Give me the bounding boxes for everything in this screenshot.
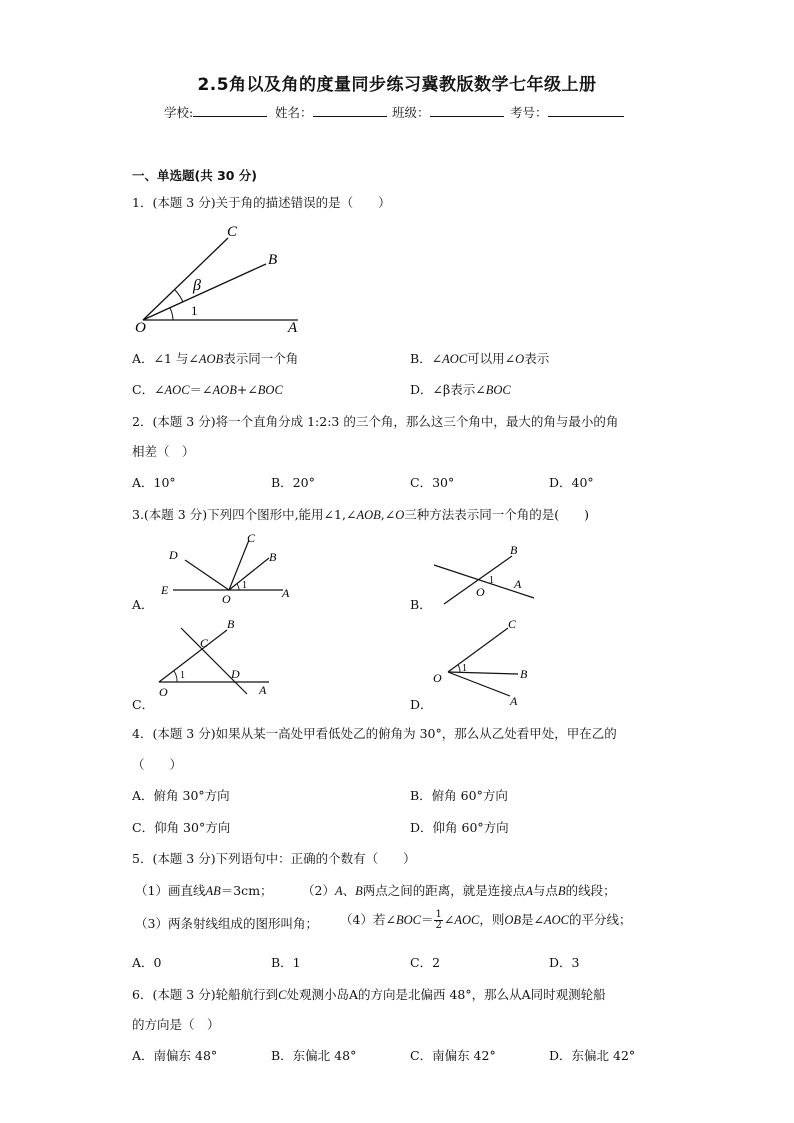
- q1-option-b[interactable]: [410, 349, 549, 367]
- label-1: 1: [180, 670, 185, 681]
- question-6-stem-line2: 的方向是（ ）: [132, 1017, 220, 1032]
- label-O: O: [476, 585, 485, 599]
- label-O: O: [222, 592, 231, 606]
- q1-option-b-suffix: 表示: [524, 351, 550, 366]
- q5-s4-suffix: 的平分线；: [568, 912, 632, 927]
- label-C: C: [508, 617, 517, 631]
- q4-option-b[interactable]: B．俯角 60°方向: [410, 788, 508, 803]
- q5-s1-suffix: ＝3cm；: [220, 883, 273, 898]
- label-B: B: [268, 252, 278, 268]
- q5-s4-var4: AOC: [543, 913, 569, 927]
- number-field[interactable]: [510, 103, 624, 121]
- q4-option-d[interactable]: D．仰角 60°方向: [410, 820, 509, 835]
- q5-statement-3: （3）两条射线组成的图形叫角；: [135, 916, 318, 931]
- name-field[interactable]: [275, 103, 387, 121]
- q4-option-c[interactable]: C．仰角 30°方向: [132, 820, 231, 835]
- q3-stem-var1: AOB: [356, 508, 381, 522]
- angle-1-arc: [174, 671, 177, 682]
- question-6-stem-line1: [132, 985, 606, 1003]
- angle-beta-arc: [175, 290, 183, 302]
- q5-s4-var3: OB: [504, 913, 521, 927]
- q5-s4-var2: AOC: [454, 913, 480, 927]
- q5-s2-mid3: 与点: [532, 883, 558, 898]
- line-CD: [181, 628, 247, 694]
- q5-s4-frac-numerator: 1: [435, 909, 442, 920]
- q3-option-b-letter[interactable]: B．: [410, 597, 432, 612]
- q3-stem-mid: ,∠: [380, 507, 396, 522]
- q5-statement-2: [302, 881, 616, 899]
- q1-option-b-mid: 可以用∠: [467, 351, 516, 366]
- question-2-stem-line1: 2．(本题 3 分)将一个直角分成 1:2:3 的三个角，那么这三个角中，最大的角与最小的角: [132, 414, 619, 429]
- q3-figure-a[interactable]: [155, 528, 305, 608]
- q5-s4-var1: BOC: [395, 913, 421, 927]
- label-C: C: [247, 531, 256, 545]
- label-O: O: [159, 685, 168, 699]
- label-1: 1: [462, 663, 467, 674]
- school-field[interactable]: [164, 103, 267, 121]
- school-label: 学校:: [164, 105, 194, 120]
- q5-s2-var4: B: [557, 884, 566, 898]
- q5-s2-mid2: 两点之间的距离，就是连接点: [362, 883, 526, 898]
- ray-OC: [143, 238, 228, 320]
- label-D: D: [169, 548, 178, 562]
- q1-option-c-plus: +∠: [236, 382, 258, 397]
- q5-s2-var2: B: [355, 884, 363, 898]
- q3-stem-prefix: 3.(本题 3 分)下列四个图形中,能用∠1,∠: [132, 507, 357, 522]
- q2-option-a[interactable]: A．10°: [132, 475, 176, 490]
- q5-s4-mid2: 是∠: [521, 912, 544, 927]
- q5-option-b[interactable]: B．1: [271, 955, 301, 970]
- q3-stem-suffix: 三种方法表示同一个角的是( ): [404, 507, 589, 522]
- name-label: 姓名：: [275, 105, 313, 120]
- label-A: A: [510, 694, 518, 708]
- ray-OD: [185, 560, 229, 590]
- q3-stem-var2: O: [395, 508, 405, 522]
- angle-1-arc: [170, 308, 173, 320]
- q5-s4-prefix: （4）若∠: [340, 912, 396, 927]
- q4-option-a[interactable]: A．俯角 30°方向: [132, 788, 230, 803]
- q6-option-b[interactable]: B．东偏北 48°: [271, 1048, 357, 1063]
- label-B: B: [227, 617, 235, 631]
- angle-1-arc: [237, 584, 239, 590]
- ray-OB: [143, 264, 266, 320]
- label-E: E: [161, 583, 169, 597]
- angle-1-arc: [458, 665, 460, 672]
- question-3-stem: [132, 505, 589, 523]
- section-heading: 一、单选题(共 30 分): [132, 168, 258, 183]
- q5-s1-var: AB: [205, 884, 221, 898]
- name-blank[interactable]: [313, 104, 387, 117]
- q2-option-d[interactable]: D．40°: [549, 475, 594, 490]
- ray-OC: [448, 628, 508, 672]
- q3-figure-d[interactable]: [430, 612, 540, 710]
- q5-statement-1: [135, 881, 273, 899]
- q2-option-c[interactable]: C．30°: [410, 475, 455, 490]
- q5-option-c[interactable]: C．2: [410, 955, 441, 970]
- q3-option-d-letter[interactable]: D．: [410, 697, 433, 712]
- class-field[interactable]: [392, 103, 504, 121]
- number-blank[interactable]: [548, 104, 624, 117]
- q5-s2-prefix: （2）: [302, 883, 335, 898]
- q6-option-a[interactable]: A．南偏东 48°: [132, 1048, 218, 1063]
- q3-option-a-letter[interactable]: A．: [132, 597, 154, 612]
- q1-option-c-var1: AOC: [164, 383, 190, 397]
- class-label: 班级：: [392, 105, 430, 120]
- question-1-stem: 1．(本题 3 分)关于角的描述错误的是（ ）: [132, 195, 391, 210]
- school-blank[interactable]: [193, 104, 267, 117]
- question-2-stem-line2: 相差（ ）: [132, 444, 195, 459]
- q1-option-b-prefix: B．∠: [410, 351, 443, 366]
- q5-s1-prefix: （1）画直线: [135, 883, 206, 898]
- q3-figure-c[interactable]: [155, 612, 280, 702]
- label-O: O: [135, 320, 146, 336]
- q3-option-c-letter[interactable]: C．: [132, 697, 155, 712]
- number-label: 考号：: [510, 105, 548, 120]
- label-1: 1: [191, 303, 198, 318]
- q1-option-a-var: AOB: [198, 352, 224, 366]
- label-B: B: [520, 667, 528, 681]
- label-C: C: [200, 636, 209, 650]
- q1-option-c[interactable]: [132, 380, 283, 398]
- q5-option-a[interactable]: A．0: [132, 955, 162, 970]
- q2-option-b[interactable]: B．20°: [271, 475, 315, 490]
- q5-s2-var3: A: [525, 884, 533, 898]
- question-1-figure: [130, 218, 320, 340]
- label-B: B: [269, 550, 277, 564]
- ray-OB: [448, 672, 518, 674]
- q5-s4-fraction: [434, 910, 442, 931]
- q1-option-a-prefix: A．∠1 与∠: [132, 351, 199, 366]
- q6-option-c[interactable]: C．南偏东 42°: [410, 1048, 496, 1063]
- label-A: A: [288, 320, 298, 336]
- q1-option-d-var: BOC: [485, 383, 511, 397]
- q1-option-a-suffix: 表示同一个角: [223, 351, 299, 366]
- label-beta: β: [193, 277, 201, 294]
- label-A: A: [259, 683, 267, 697]
- q1-option-c-eq: ＝∠: [189, 382, 213, 397]
- label-C: C: [227, 224, 238, 240]
- q5-s2-var1: A: [334, 884, 343, 898]
- page-title: 2.5角以及角的度量同步练习冀教版数学七年级上册: [197, 75, 597, 95]
- q6-stem-suffix: 处观测小岛A的方向是北偏西 48°，那么从A同时观测轮船: [286, 987, 606, 1002]
- q6-option-d[interactable]: D．东偏北 42°: [549, 1048, 636, 1063]
- q1-option-d-prefix: D．∠β表示∠: [410, 382, 486, 397]
- label-1: 1: [489, 575, 494, 586]
- q1-option-a[interactable]: [132, 349, 298, 367]
- q6-stem-var: C: [278, 988, 287, 1002]
- q3-figure-b[interactable]: [430, 538, 545, 610]
- q1-option-c-var2: AOB: [212, 383, 237, 397]
- ray-OA: [448, 672, 510, 696]
- label-A: A: [282, 586, 290, 600]
- q5-s4-angle: ∠: [443, 912, 455, 927]
- ray-OB: [159, 630, 227, 682]
- q5-s4-frac-denominator: 2: [435, 920, 442, 931]
- q1-option-b-var: AOC: [442, 352, 468, 366]
- label-1: 1: [242, 580, 247, 591]
- class-blank[interactable]: [430, 104, 504, 117]
- label-O: O: [433, 671, 442, 685]
- question-4-stem-line1: 4．(本题 3 分)如果从某一高处甲看低处乙的俯角为 30°，那么从乙处看甲处，甲在乙的: [132, 726, 617, 741]
- label-D: D: [231, 667, 240, 681]
- q5-statement-4: [340, 910, 632, 931]
- q5-s2-mid1: 、: [342, 883, 356, 898]
- q5-s4-eq: ＝: [420, 912, 434, 927]
- label-A: A: [514, 577, 522, 591]
- q1-option-c-prefix: C．∠: [132, 382, 165, 397]
- question-4-stem-line2: （ ）: [132, 757, 183, 772]
- question-5-stem: 5．(本题 3 分)下列语句中：正确的个数有（ ）: [132, 851, 416, 866]
- q1-option-c-var3: BOC: [257, 383, 283, 397]
- q5-s4-mid: ，则: [479, 912, 505, 927]
- q5-option-d[interactable]: D．3: [549, 955, 580, 970]
- q5-s2-suffix: 的线段；: [565, 883, 616, 898]
- q1-option-d[interactable]: [410, 380, 511, 398]
- label-B: B: [510, 543, 518, 557]
- q1-option-b-var2: O: [515, 352, 525, 366]
- q6-stem-prefix: 6．(本题 3 分)轮船航行到: [132, 987, 279, 1002]
